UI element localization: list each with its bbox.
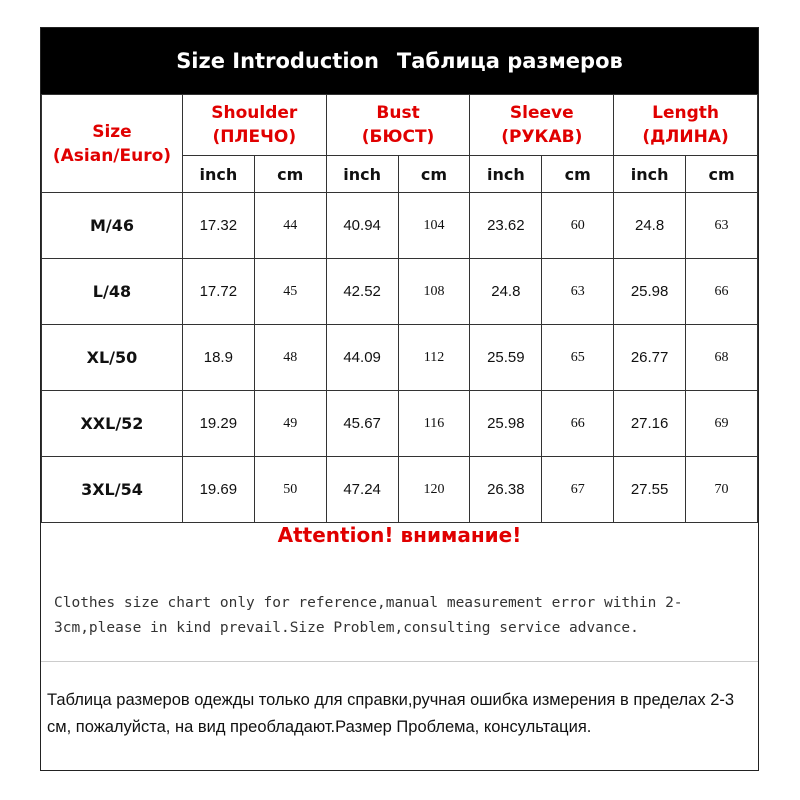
bust-cm-header: cm <box>398 156 470 193</box>
attention-heading: Attention! внимание! <box>277 523 522 547</box>
length-cm-value: 70 <box>686 457 758 523</box>
bust-cm-value: 120 <box>398 457 470 523</box>
length-cm-value: 68 <box>686 325 758 391</box>
bust-header-translation: (БЮСТ) <box>361 127 435 147</box>
size-header-label: Size <box>92 121 132 142</box>
shoulder-header <box>182 95 326 156</box>
shoulder-cm-value: 44 <box>254 193 326 259</box>
length-header-label: Length <box>652 103 720 123</box>
bust-inch-value: 45.67 <box>326 391 398 457</box>
sleeve-inch-value: 23.62 <box>470 193 542 259</box>
size-label: 3XL/54 <box>42 457 183 523</box>
sleeve-cm-value: 66 <box>542 391 614 457</box>
size-label: L/48 <box>42 259 183 325</box>
bust-cm-value: 112 <box>398 325 470 391</box>
table-row <box>42 193 758 259</box>
bust-header-label: Bust <box>376 103 420 123</box>
size-column-header <box>42 95 183 193</box>
sleeve-header-label: Sleeve <box>509 103 574 123</box>
bust-inch-value: 47.24 <box>326 457 398 523</box>
title-russian: Таблица размеров <box>396 49 623 73</box>
shoulder-inch-value: 17.72 <box>182 259 254 325</box>
bust-inch-value: 44.09 <box>326 325 398 391</box>
bust-cm-value: 104 <box>398 193 470 259</box>
shoulder-inch-value: 17.32 <box>182 193 254 259</box>
title-bar <box>41 28 758 94</box>
shoulder-cm-value: 49 <box>254 391 326 457</box>
length-inch-value: 25.98 <box>614 259 686 325</box>
shoulder-cm-header: cm <box>254 156 326 193</box>
shoulder-inch-value: 19.29 <box>182 391 254 457</box>
length-header <box>614 95 758 156</box>
bust-cm-value: 108 <box>398 259 470 325</box>
sleeve-cm-value: 63 <box>542 259 614 325</box>
size-header-standard: (Asian/Euro) <box>52 145 172 166</box>
note-russian: Таблица размеров одежды только для справки,ручная ошибка измерения в пределах 2-3 см, пожалуйста, на вид преобладают.Размер Проблема, консультация. <box>47 691 735 736</box>
bust-inch-value: 40.94 <box>326 193 398 259</box>
length-cm-value: 66 <box>686 259 758 325</box>
size-label: XL/50 <box>42 325 183 391</box>
length-inch-value: 26.77 <box>614 325 686 391</box>
sleeve-cm-header: cm <box>542 156 614 193</box>
shoulder-cm-value: 48 <box>254 325 326 391</box>
sleeve-inch-header: inch <box>470 156 542 193</box>
table-row <box>42 391 758 457</box>
note-english: Clothes size chart only for reference,manual measurement error within 2-3cm,please in kind prevail.Size Problem,consulting service advance. <box>54 595 683 636</box>
bust-inch-header: inch <box>326 156 398 193</box>
shoulder-cm-value: 45 <box>254 259 326 325</box>
sleeve-header <box>470 95 614 156</box>
bust-cm-value: 116 <box>398 391 470 457</box>
sleeve-inch-value: 24.8 <box>470 259 542 325</box>
shoulder-cm-value: 50 <box>254 457 326 523</box>
sleeve-cm-value: 67 <box>542 457 614 523</box>
table-row <box>42 457 758 523</box>
title-english: Size Introduction <box>176 49 379 73</box>
length-cm-header: cm <box>686 156 758 193</box>
size-label: M/46 <box>42 193 183 259</box>
length-inch-value: 27.16 <box>614 391 686 457</box>
table-row <box>42 325 758 391</box>
size-label: XXL/52 <box>42 391 183 457</box>
length-cm-value: 69 <box>686 391 758 457</box>
length-inch-value: 27.55 <box>614 457 686 523</box>
length-inch-header: inch <box>614 156 686 193</box>
sleeve-inch-value: 25.98 <box>470 391 542 457</box>
length-inch-value: 24.8 <box>614 193 686 259</box>
length-header-translation: (ДЛИНА) <box>642 127 729 147</box>
sleeve-inch-value: 25.59 <box>470 325 542 391</box>
shoulder-inch-value: 19.69 <box>182 457 254 523</box>
sleeve-inch-value: 26.38 <box>470 457 542 523</box>
sleeve-cm-value: 65 <box>542 325 614 391</box>
shoulder-header-translation: (ПЛЕЧО) <box>212 127 297 147</box>
size-chart <box>40 27 759 771</box>
shoulder-inch-value: 18.9 <box>182 325 254 391</box>
divider <box>41 661 758 662</box>
shoulder-header-label: Shoulder <box>211 103 298 123</box>
length-cm-value: 63 <box>686 193 758 259</box>
shoulder-inch-header: inch <box>182 156 254 193</box>
table-row <box>42 259 758 325</box>
bust-header <box>326 95 470 156</box>
size-table <box>41 94 758 523</box>
bust-inch-value: 42.52 <box>326 259 398 325</box>
sleeve-cm-value: 60 <box>542 193 614 259</box>
sleeve-header-translation: (РУКАВ) <box>501 127 583 147</box>
